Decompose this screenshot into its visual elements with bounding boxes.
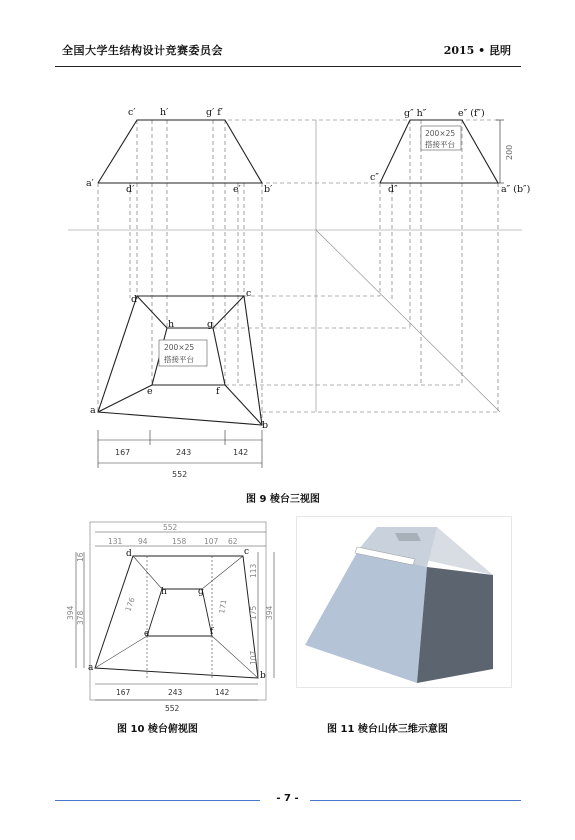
f10-label-a: a — [88, 663, 94, 673]
dim-552: 552 — [172, 470, 188, 479]
figure-10-caption: 图 10 棱台俯视图 — [117, 724, 198, 735]
sv-label-ef: e″ (f″) — [458, 108, 485, 119]
f10-bottom-total: 552 — [165, 704, 180, 713]
dim-243: 243 — [176, 448, 192, 457]
f10-left-dim-1: 16 — [76, 552, 85, 562]
tv-platform-size: 200×25 — [164, 343, 195, 352]
f10-left-dim-3: 394 — [66, 605, 75, 620]
f10-bottom-dim-1: 167 — [116, 688, 131, 697]
footer-rule-right — [310, 800, 521, 801]
header-year-place: 2015 • 昆明 — [443, 44, 511, 57]
figure-9-caption: 图 9 棱台三视图 — [246, 494, 320, 505]
tv-label-c: c — [246, 288, 252, 299]
sv-label-ab: a″ (b″) — [501, 184, 531, 195]
fv-label-d: d′ — [126, 184, 135, 195]
dim-167: 167 — [115, 448, 131, 457]
f10-top-dim-2: 94 — [138, 537, 148, 546]
fv-label-a: a′ — [86, 178, 94, 189]
tv-label-f: f — [216, 386, 220, 397]
f10-right-dim-2: 175 — [249, 605, 258, 620]
figure-11-3d-render — [296, 516, 512, 688]
fv-label-c: c′ — [128, 107, 136, 118]
f10-top-total: 552 — [163, 523, 178, 532]
tv-label-a: a — [90, 405, 96, 416]
sv-platform-size: 200×25 — [425, 129, 456, 138]
f10-right-dim-3: 107 — [249, 650, 258, 665]
page-number: - 7 - — [276, 793, 299, 804]
f10-label-g: g — [198, 587, 204, 597]
f10-right-dim-1: 113 — [249, 563, 258, 578]
f10-right-dim-4: 394 — [265, 605, 274, 620]
f10-label-b: b — [260, 671, 266, 681]
fv-label-gf: g′ f′ — [206, 107, 223, 118]
f10-label-f: f — [210, 627, 214, 637]
fv-label-h: h′ — [160, 107, 169, 118]
header-org: 全国大学生结构设计竞赛委员会 — [62, 44, 223, 57]
tv-label-h: h — [168, 319, 175, 330]
figure-11-caption: 图 11 棱台山体三维示意图 — [327, 724, 448, 735]
tv-label-g: g — [207, 319, 214, 330]
tv-label-b: b — [262, 420, 269, 431]
sv-dim-200: 200 — [505, 144, 514, 160]
tv-label-d: d — [131, 294, 138, 305]
f10-top-dim-3: 158 — [172, 537, 187, 546]
f10-label-e: e — [144, 629, 150, 639]
f10-left-dim-2: 378 — [76, 610, 85, 625]
frustum-3d-icon — [297, 517, 511, 687]
fv-label-e: e′ — [233, 184, 241, 195]
f10-label-h: h — [161, 587, 167, 597]
tv-platform-label: 搭接平台 — [164, 355, 194, 364]
dim-142: 142 — [233, 448, 249, 457]
f10-diag-dim-2: 171 — [217, 598, 229, 615]
f10-diag-dim-1: 176 — [123, 596, 137, 613]
f10-top-dim-4: 107 — [204, 537, 219, 546]
f10-bottom-dim-3: 142 — [215, 688, 230, 697]
f10-top-dim-5: 62 — [228, 537, 238, 546]
sv-platform-label: 搭接平台 — [425, 140, 455, 149]
sv-label-gh: g″ h″ — [404, 108, 427, 119]
f10-label-c: c — [244, 547, 250, 557]
f10-bottom-dim-2: 243 — [168, 688, 183, 697]
f10-top-dim-1: 131 — [108, 537, 123, 546]
sv-label-c: c″ — [370, 172, 379, 183]
fv-label-b: b′ — [264, 184, 273, 195]
sv-label-d: d″ — [388, 184, 398, 195]
tv-label-e: e — [147, 386, 153, 397]
f10-label-d: d — [126, 549, 132, 559]
footer — [0, 793, 575, 807]
